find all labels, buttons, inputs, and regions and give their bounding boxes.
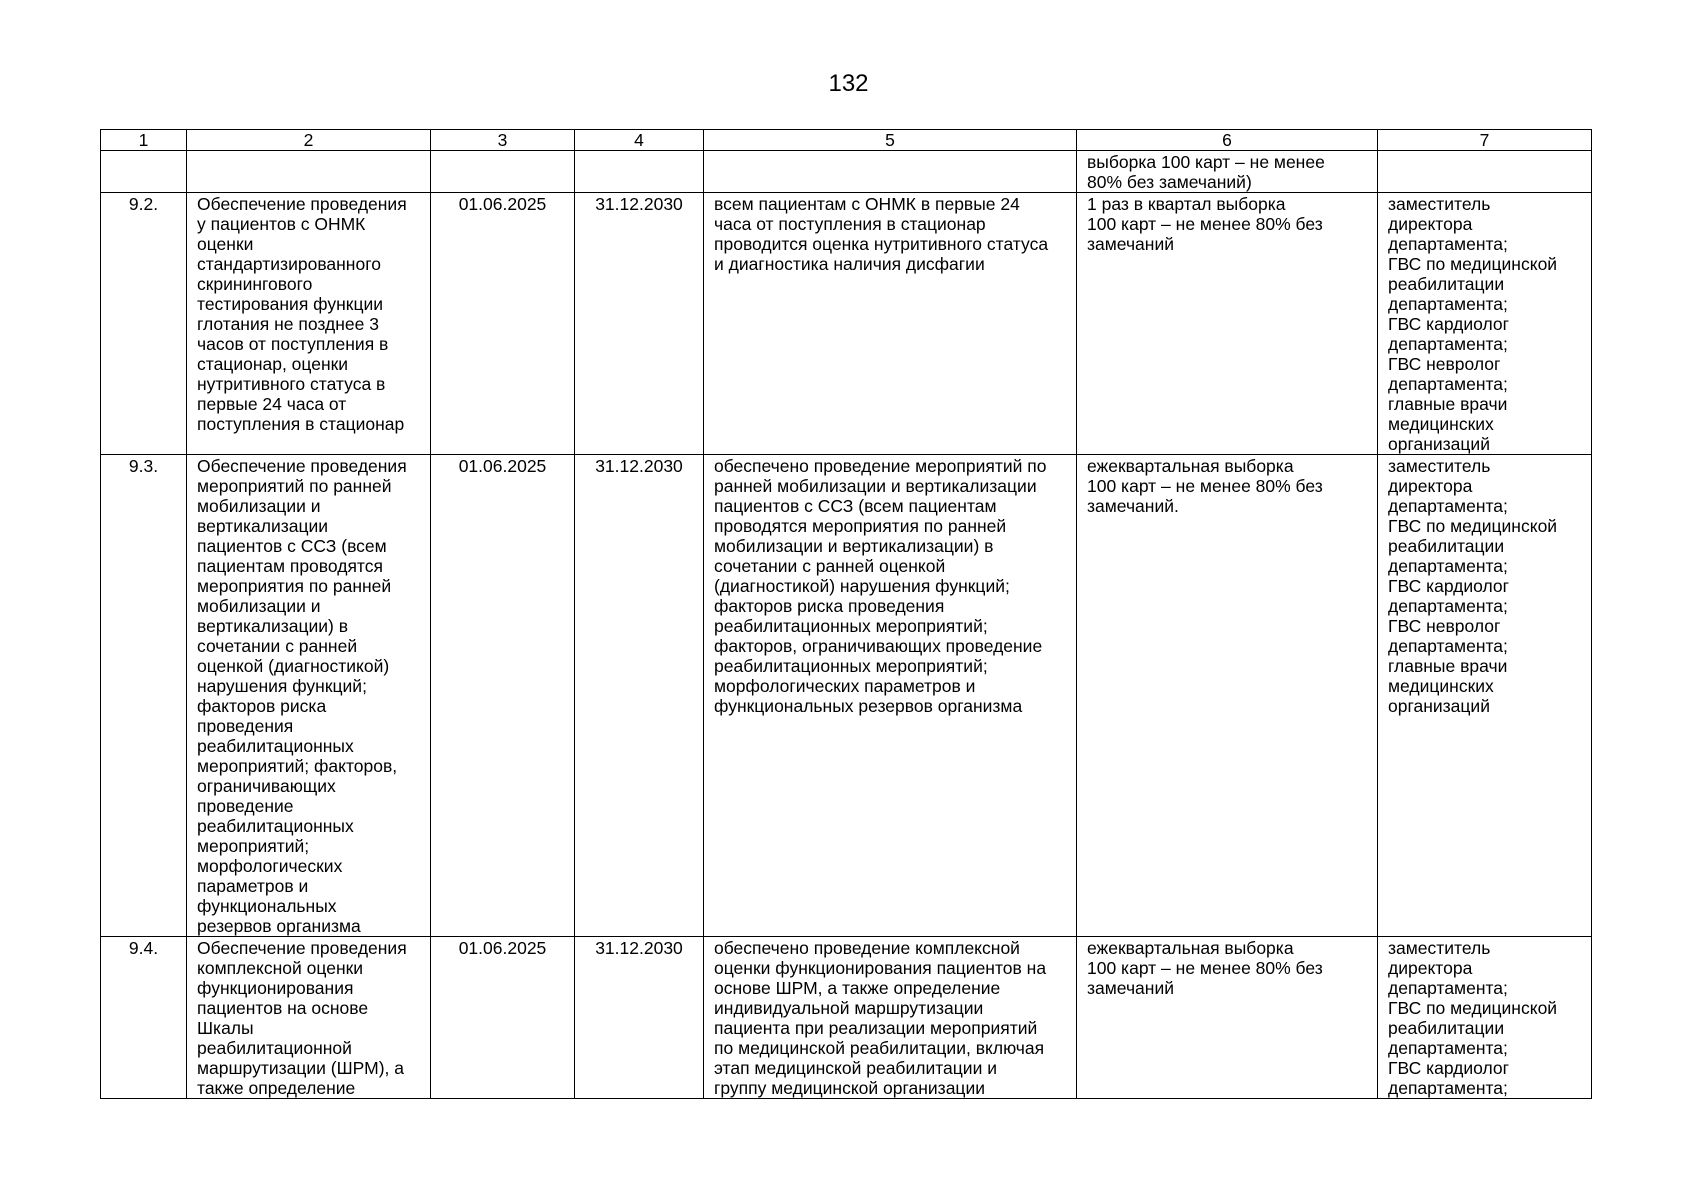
cell-line: заместитель	[1388, 456, 1491, 476]
cell-line: пациентов с ССЗ (всем	[197, 536, 387, 556]
end-date-cell: 31.12.2030	[575, 937, 704, 1099]
cell-line: заместитель	[1388, 938, 1491, 958]
start-date-cell: 01.06.2025	[431, 193, 575, 455]
cell-line: Обеспечение проведения	[197, 194, 407, 214]
cell-line: Шкалы	[197, 1018, 254, 1038]
cell-line: поступления в стационар	[197, 414, 405, 434]
cell-line: ГВС невролог	[1388, 354, 1501, 374]
responsible-cell	[1378, 455, 1592, 937]
cell-line: 1 раз в квартал выборка	[1087, 194, 1286, 214]
start-date-cell: 01.06.2025	[431, 937, 575, 1099]
cell-line: реабилитации	[1388, 536, 1505, 556]
cell-line: департамента;	[1388, 1038, 1508, 1058]
cell-line: департамента;	[1388, 334, 1508, 354]
cell-line: пациентов на основе	[197, 998, 369, 1018]
cell-line: вертикализации) в	[197, 616, 349, 636]
responsible-cell	[1378, 937, 1592, 1099]
cell-line: замечаний	[1087, 978, 1175, 998]
table-cell	[187, 151, 431, 193]
cell-line: организаций	[1388, 434, 1490, 454]
cell-line: организаций	[1388, 696, 1490, 716]
cell-line: основе ШРМ, а также определение	[714, 978, 1001, 998]
column-number: 2	[187, 130, 431, 151]
cell-line: замечаний	[1087, 234, 1175, 254]
cell-line: департамента;	[1388, 556, 1508, 576]
cell-line: департамента;	[1388, 294, 1508, 314]
cell-line: вертикализации	[197, 516, 329, 536]
cell-line: директора	[1388, 476, 1473, 496]
column-number: 7	[1378, 130, 1592, 151]
table-row	[101, 193, 1592, 455]
task-cell	[187, 937, 431, 1099]
cell-line: директора	[1388, 958, 1473, 978]
cell-line: факторов риска проведения	[714, 596, 945, 616]
cell-line: замечаний.	[1087, 496, 1179, 516]
cell-line: проведение	[197, 796, 294, 816]
cell-line: 100 карт – не менее 80% без	[1087, 476, 1323, 496]
cell-line: нутритивного статуса в	[197, 374, 386, 394]
row-number-cell: 9.4.	[101, 937, 187, 1099]
cell-line: реабилитационных мероприятий;	[714, 616, 988, 636]
cell-line: резервов организма	[197, 916, 361, 936]
table-cell	[704, 151, 1077, 193]
cell-line: стационар, оценки	[197, 354, 349, 374]
cell-line: и диагностика наличия дисфагии	[714, 254, 985, 274]
cell-line: 80% без замечаний)	[1087, 172, 1252, 192]
cell-line: обеспечено проведение комплексной	[714, 938, 1020, 958]
control-cell	[1077, 455, 1378, 937]
cell-line: морфологических	[197, 856, 343, 876]
end-date-cell: 31.12.2030	[575, 455, 704, 937]
cell-line: функционирования	[197, 978, 354, 998]
cell-line: ГВС кардиолог	[1388, 314, 1510, 334]
page-number: 132	[828, 70, 869, 97]
measures-table	[100, 129, 1592, 1099]
cell-line: департамента;	[1388, 596, 1508, 616]
cell-line: оценки	[197, 234, 254, 254]
cell-line: мероприятия по ранней	[197, 576, 392, 596]
control-cell	[1077, 937, 1378, 1099]
table-cell	[101, 151, 187, 193]
result-cell	[704, 937, 1077, 1099]
cell-line: реабилитационных	[197, 736, 354, 756]
cell-line: ежеквартальная выборка	[1087, 938, 1294, 958]
cell-line: функциональных резервов организма	[714, 696, 1023, 716]
cell-line: функциональных	[197, 896, 337, 916]
table-row	[101, 937, 1592, 1099]
table-row	[101, 455, 1592, 937]
cell-line: этап медицинской реабилитации и	[714, 1058, 997, 1078]
start-date-cell: 01.06.2025	[431, 455, 575, 937]
row-number-cell: 9.2.	[101, 193, 187, 455]
result-cell	[704, 455, 1077, 937]
cell-line: 100 карт – не менее 80% без	[1087, 958, 1323, 978]
cell-line: департамента;	[1388, 374, 1508, 394]
cell-line: реабилитации	[1388, 274, 1505, 294]
cell-line: факторов риска	[197, 696, 327, 716]
cell-line: оценки функционирования пациентов на	[714, 958, 1047, 978]
cell-line: Обеспечение проведения	[197, 938, 407, 958]
column-number: 6	[1077, 130, 1378, 151]
cell-line: маршрутизации (ШРМ), а	[197, 1058, 405, 1078]
cell-line: департамента;	[1388, 636, 1508, 656]
cell-line: мероприятий по ранней	[197, 476, 392, 496]
cell-line: заместитель	[1388, 194, 1491, 214]
cell-line: ГВС по медицинской	[1388, 254, 1558, 274]
table-cell	[431, 151, 575, 193]
table-cell	[1378, 151, 1592, 193]
row-number-cell: 9.3.	[101, 455, 187, 937]
cell-line: сочетании с ранней	[197, 636, 358, 656]
control-cell	[1077, 151, 1378, 193]
cell-line: мобилизации и	[197, 596, 321, 616]
cell-line: 100 карт – не менее 80% без	[1087, 214, 1323, 234]
cell-line: реабилитационных	[197, 816, 354, 836]
cell-line: группу медицинской организации	[714, 1078, 986, 1098]
cell-line: скринингового	[197, 274, 313, 294]
continuation-row	[101, 151, 1592, 193]
cell-line: сочетании с ранней оценкой	[714, 556, 946, 576]
responsible-cell	[1378, 193, 1592, 455]
cell-line: нарушения функций;	[197, 676, 367, 696]
cell-line: проводится оценка нутритивного статуса	[714, 234, 1049, 254]
cell-line: директора	[1388, 214, 1473, 234]
cell-line: департамента;	[1388, 978, 1508, 998]
cell-line: мобилизации и вертикализации) в	[714, 536, 994, 556]
cell-line: пациентам проводятся	[197, 556, 383, 576]
cell-line: часа от поступления в стационар	[714, 214, 986, 234]
cell-line: первые 24 часа от	[197, 394, 347, 414]
cell-line: проводятся мероприятия по ранней	[714, 516, 1007, 536]
cell-line: ГВС невролог	[1388, 616, 1501, 636]
cell-line: департамента;	[1388, 234, 1508, 254]
cell-line: мероприятий; факторов,	[197, 756, 398, 776]
cell-line: медицинских	[1388, 414, 1494, 434]
cell-line: выборка 100 карт – не менее	[1087, 152, 1325, 172]
cell-line: у пациентов с ОНМК	[197, 214, 366, 234]
cell-line: Обеспечение проведения	[197, 456, 407, 476]
cell-line: обеспечено проведение мероприятий по	[714, 456, 1047, 476]
cell-line: факторов, ограничивающих проведение	[714, 636, 1043, 656]
cell-line: главные врачи	[1388, 394, 1508, 414]
cell-line: параметров и	[197, 876, 309, 896]
cell-line: стандартизированного	[197, 254, 381, 274]
end-date-cell: 31.12.2030	[575, 193, 704, 455]
column-number: 5	[704, 130, 1077, 151]
cell-line: ГВС по медицинской	[1388, 998, 1558, 1018]
cell-line: мероприятий;	[197, 836, 310, 856]
cell-line: ГВС по медицинской	[1388, 516, 1558, 536]
result-cell	[704, 193, 1077, 455]
cell-line: ежеквартальная выборка	[1087, 456, 1294, 476]
task-cell	[187, 193, 431, 455]
cell-line: главные врачи	[1388, 656, 1508, 676]
cell-line: также определение	[197, 1078, 356, 1098]
cell-line: (диагностикой) нарушения функций;	[714, 576, 1010, 596]
cell-line: ГВС кардиолог	[1388, 1058, 1510, 1078]
cell-line: оценкой (диагностикой)	[197, 656, 390, 676]
cell-line: тестирования функции	[197, 294, 384, 314]
cell-line: комплексной оценки	[197, 958, 364, 978]
cell-line: ранней мобилизации и вертикализации	[714, 476, 1037, 496]
cell-line: реабилитации	[1388, 1018, 1505, 1038]
cell-line: пациентов с ССЗ (всем пациентам	[714, 496, 997, 516]
cell-line: ограничивающих	[197, 776, 336, 796]
column-number-row	[101, 130, 1592, 151]
column-number: 1	[101, 130, 187, 151]
cell-line: всем пациентам с ОНМК в первые 24	[714, 194, 1020, 214]
cell-line: ГВС кардиолог	[1388, 576, 1510, 596]
table-cell	[575, 151, 704, 193]
cell-line: реабилитационных мероприятий;	[714, 656, 988, 676]
cell-line: часов от поступления в	[197, 334, 389, 354]
cell-line: пациента при реализации мероприятий	[714, 1018, 1038, 1038]
cell-line: департамента;	[1388, 496, 1508, 516]
cell-line: индивидуальной маршрутизации	[714, 998, 984, 1018]
cell-line: департамента;	[1388, 1078, 1508, 1098]
cell-line: проведения	[197, 716, 294, 736]
cell-line: медицинских	[1388, 676, 1494, 696]
column-number: 3	[431, 130, 575, 151]
column-number: 4	[575, 130, 704, 151]
cell-line: глотания не позднее 3	[197, 314, 379, 334]
cell-line: реабилитационной	[197, 1038, 352, 1058]
cell-line: морфологических параметров и	[714, 676, 976, 696]
cell-line: мобилизации и	[197, 496, 321, 516]
task-cell	[187, 455, 431, 937]
control-cell	[1077, 193, 1378, 455]
cell-line: по медицинской реабилитации, включая	[714, 1038, 1045, 1058]
